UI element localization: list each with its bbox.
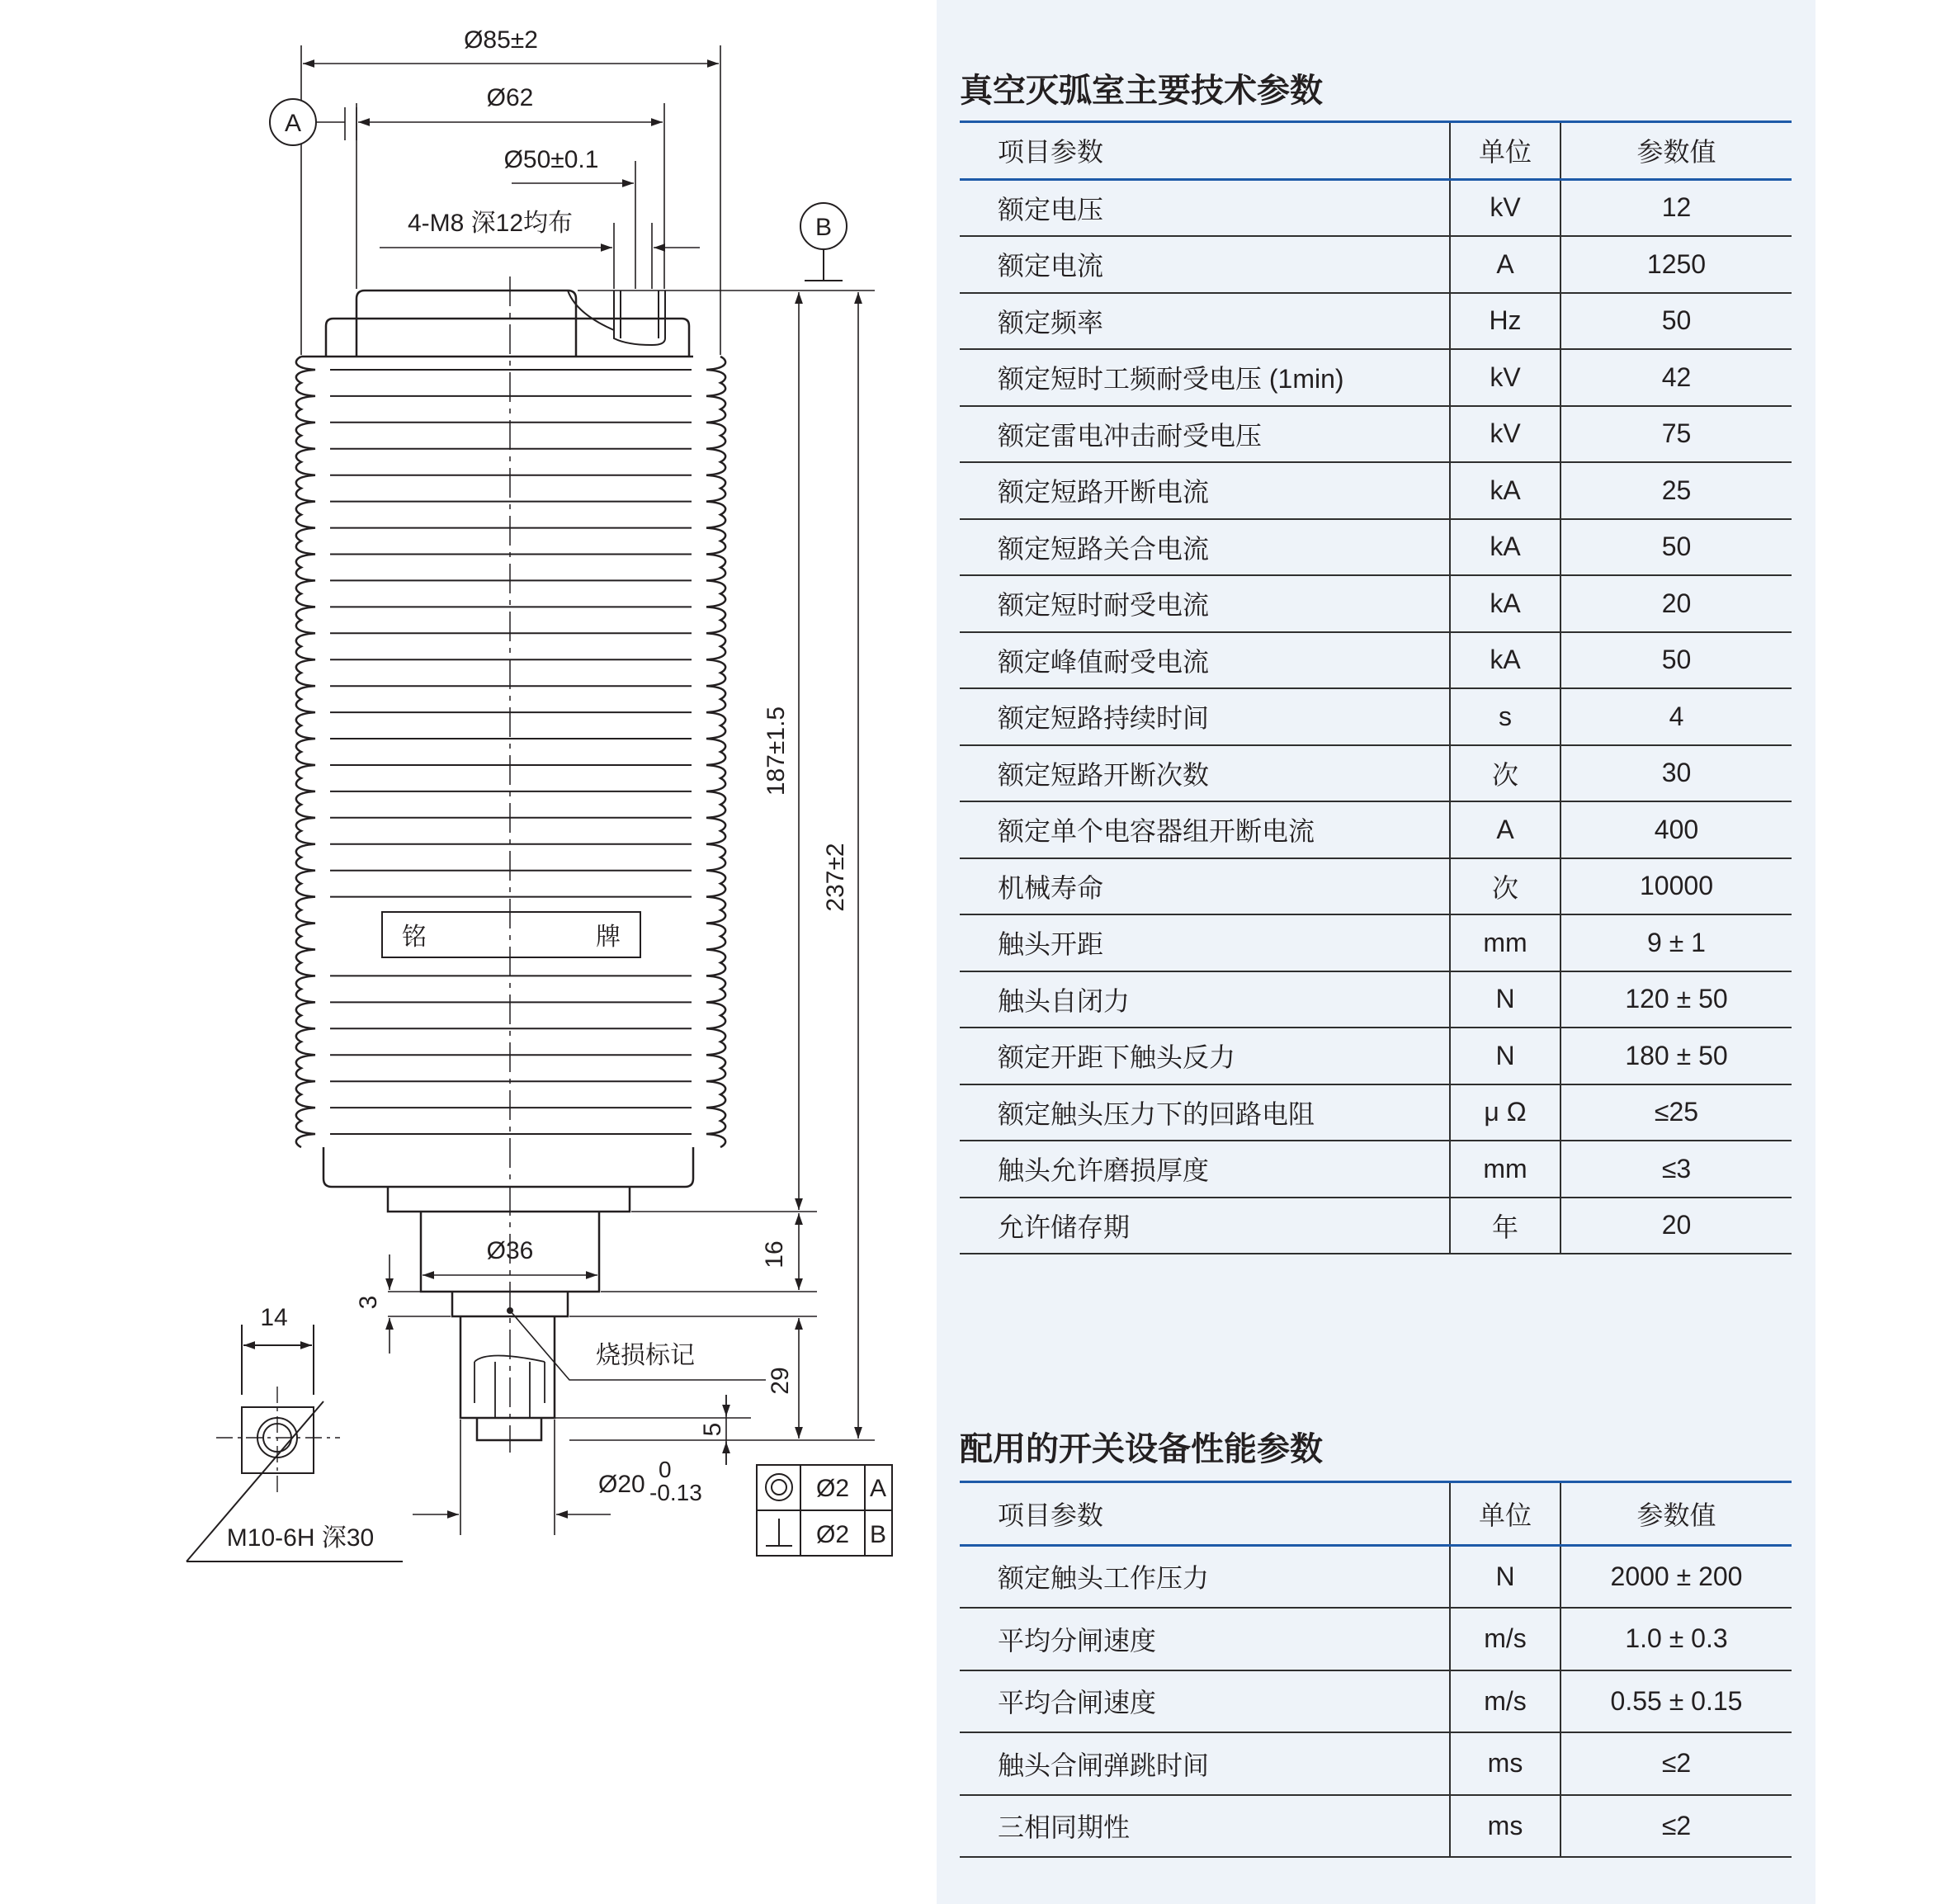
- item-cell: 允许储存期: [960, 1198, 1450, 1254]
- dim-h237: 237±2: [822, 843, 849, 912]
- table-row: [960, 1795, 1792, 1858]
- dim-d20-lower: -0.13: [649, 1480, 702, 1505]
- tolerance-row1-datum: A: [869, 1475, 887, 1502]
- item-cell: 额定触头工作压力: [960, 1545, 1450, 1608]
- item-cell: 额定电压: [960, 179, 1450, 236]
- value-cell: ≤2: [1560, 1795, 1792, 1858]
- value-cell: 0.55 ± 0.15: [1560, 1670, 1792, 1733]
- dim-m8: 4-M8 深12均布: [407, 210, 574, 237]
- value-cell: 4: [1560, 688, 1792, 745]
- unit-cell: s: [1450, 688, 1560, 745]
- unit-cell: kV: [1450, 179, 1560, 236]
- item-cell: 额定频率: [960, 293, 1450, 350]
- table-row: [960, 1608, 1792, 1670]
- value-cell: ≤2: [1560, 1732, 1792, 1795]
- table-row: [960, 406, 1792, 463]
- header-value: 参数值: [1560, 1482, 1792, 1546]
- value-cell: ≤3: [1560, 1141, 1792, 1198]
- table-row: [960, 1732, 1792, 1795]
- value-cell: ≤25: [1560, 1084, 1792, 1141]
- header-item: 项目参数: [960, 122, 1450, 180]
- unit-cell: A: [1450, 801, 1560, 858]
- unit-cell: kA: [1450, 632, 1560, 689]
- unit-cell: mm: [1450, 1141, 1560, 1198]
- unit-cell: N: [1450, 1028, 1560, 1084]
- item-cell: 额定短路开断次数: [960, 745, 1450, 802]
- vacuum-interrupter-spec-table: [960, 120, 1792, 1254]
- value-cell: 25: [1560, 462, 1792, 519]
- datum-b: [800, 203, 847, 281]
- unit-cell: Hz: [1450, 293, 1560, 350]
- datum-b-label: B: [814, 214, 833, 241]
- table-row: [960, 971, 1792, 1028]
- unit-cell: m/s: [1450, 1670, 1560, 1733]
- item-cell: 额定开距下触头反力: [960, 1028, 1450, 1084]
- item-cell: 触头自闭力: [960, 971, 1450, 1028]
- spec-panel: [937, 0, 1815, 1904]
- table-row: [960, 519, 1792, 576]
- dim-d20: Ø20: [598, 1471, 645, 1498]
- item-cell: 触头开距: [960, 914, 1450, 971]
- header-item: 项目参数: [960, 1482, 1450, 1546]
- value-cell: 2000 ± 200: [1560, 1545, 1792, 1608]
- item-cell: 额定短时工频耐受电压 (1min): [960, 349, 1450, 406]
- unit-cell: A: [1450, 236, 1560, 293]
- value-cell: 9 ± 1: [1560, 914, 1792, 971]
- value-cell: 30: [1560, 745, 1792, 802]
- item-cell: 额定短路开断电流: [960, 462, 1450, 519]
- unit-cell: 年: [1450, 1198, 1560, 1254]
- item-cell: 触头允许磨损厚度: [960, 1141, 1450, 1198]
- technical-drawing: [0, 0, 937, 1904]
- value-cell: 50: [1560, 519, 1792, 576]
- unit-cell: 次: [1450, 745, 1560, 802]
- dim-d85: Ø85±2: [464, 26, 538, 54]
- unit-cell: kA: [1450, 575, 1560, 632]
- table-row: [960, 858, 1792, 915]
- table-header-row: [960, 1482, 1792, 1546]
- dim-m10: M10-6H 深30: [226, 1524, 375, 1552]
- item-cell: 三相同期性: [960, 1795, 1450, 1858]
- table-row: [960, 1028, 1792, 1084]
- unit-cell: ms: [1450, 1795, 1560, 1858]
- item-cell: 额定触头压力下的回路电阻: [960, 1084, 1450, 1141]
- table-row: [960, 632, 1792, 689]
- value-cell: 400: [1560, 801, 1792, 858]
- nameplate-label-right: 牌: [596, 924, 621, 951]
- table2-title: 配用的开关设备性能参数: [960, 1430, 1323, 1468]
- value-cell: 50: [1560, 293, 1792, 350]
- unit-cell: kV: [1450, 406, 1560, 463]
- value-cell: 20: [1560, 1198, 1792, 1254]
- nameplate: [382, 912, 640, 957]
- insulator-rib-lines: [330, 370, 692, 1134]
- unit-cell: μ Ω: [1450, 1084, 1560, 1141]
- table-row: [960, 1084, 1792, 1141]
- item-cell: 机械寿命: [960, 858, 1450, 915]
- burn-mark-label: 烧损标记: [596, 1342, 695, 1369]
- table-row: [960, 914, 1792, 971]
- dim-d50: Ø50±0.1: [503, 146, 599, 173]
- value-cell: 180 ± 50: [1560, 1028, 1792, 1084]
- value-cell: 75: [1560, 406, 1792, 463]
- datum-a: [270, 99, 316, 145]
- dim-h16: 16: [761, 1240, 788, 1269]
- table-row: [960, 1198, 1792, 1254]
- table-row: [960, 745, 1792, 802]
- item-cell: 平均分闸速度: [960, 1608, 1450, 1670]
- item-cell: 额定单个电容器组开断电流: [960, 801, 1450, 858]
- dim-h3: 3: [355, 1295, 382, 1310]
- value-cell: 1.0 ± 0.3: [1560, 1608, 1792, 1670]
- value-cell: 20: [1560, 575, 1792, 632]
- dim-h5: 5: [699, 1422, 726, 1437]
- table-row: [960, 462, 1792, 519]
- dim-h29: 29: [767, 1367, 794, 1395]
- table-row: [960, 575, 1792, 632]
- dim-d20-upper: 0: [659, 1457, 672, 1482]
- item-cell: 额定短路持续时间: [960, 688, 1450, 745]
- unit-cell: kA: [1450, 462, 1560, 519]
- datum-a-label: A: [284, 110, 302, 137]
- switchgear-performance-table: [960, 1481, 1792, 1858]
- header-unit: 单位: [1450, 1482, 1560, 1546]
- table1-title: 真空灭弧室主要技术参数: [960, 72, 1323, 110]
- unit-cell: ms: [1450, 1732, 1560, 1795]
- item-cell: 额定短路关合电流: [960, 519, 1450, 576]
- insulator-rib-outline-right: [706, 357, 725, 1147]
- item-cell: 额定短时耐受电流: [960, 575, 1450, 632]
- unit-cell: kV: [1450, 349, 1560, 406]
- item-cell: 触头合闸弹跳时间: [960, 1732, 1450, 1795]
- value-cell: 1250: [1560, 236, 1792, 293]
- header-unit: 单位: [1450, 122, 1560, 180]
- unit-cell: kA: [1450, 519, 1560, 576]
- item-cell: 额定电流: [960, 236, 1450, 293]
- tolerance-row1-value: Ø2: [815, 1475, 850, 1502]
- item-cell: 额定峰值耐受电流: [960, 632, 1450, 689]
- table-row: [960, 179, 1792, 236]
- tolerance-row2-value: Ø2: [815, 1521, 850, 1548]
- item-cell: 平均合闸速度: [960, 1670, 1450, 1733]
- unit-cell: N: [1450, 1545, 1560, 1608]
- value-cell: 50: [1560, 632, 1792, 689]
- header-value: 参数值: [1560, 122, 1792, 180]
- table-row: [960, 688, 1792, 745]
- table-row: [960, 293, 1792, 350]
- dim-w14: 14: [260, 1304, 288, 1331]
- value-cell: 12: [1560, 179, 1792, 236]
- unit-cell: N: [1450, 971, 1560, 1028]
- nameplate-label-left: 铭: [402, 924, 427, 951]
- item-cell: 额定雷电冲击耐受电压: [960, 406, 1450, 463]
- unit-cell: m/s: [1450, 1608, 1560, 1670]
- dim-d62: Ø62: [486, 84, 534, 111]
- value-cell: 10000: [1560, 858, 1792, 915]
- table-row: [960, 349, 1792, 406]
- value-cell: 120 ± 50: [1560, 971, 1792, 1028]
- tolerance-row2-datum: B: [869, 1521, 887, 1548]
- table-row: [960, 1670, 1792, 1733]
- table-row: [960, 1545, 1792, 1608]
- dim-h187: 187±1.5: [763, 706, 790, 796]
- unit-cell: mm: [1450, 914, 1560, 971]
- table-row: [960, 801, 1792, 858]
- table-row: [960, 236, 1792, 293]
- dim-d36: Ø36: [486, 1237, 534, 1264]
- table-header-row: [960, 122, 1792, 180]
- interrupter-body: [301, 291, 693, 1440]
- insulator-rib-outline-left: [296, 357, 315, 1147]
- unit-cell: 次: [1450, 858, 1560, 915]
- tolerance-frame: [757, 1465, 892, 1556]
- table-row: [960, 1141, 1792, 1198]
- value-cell: 42: [1560, 349, 1792, 406]
